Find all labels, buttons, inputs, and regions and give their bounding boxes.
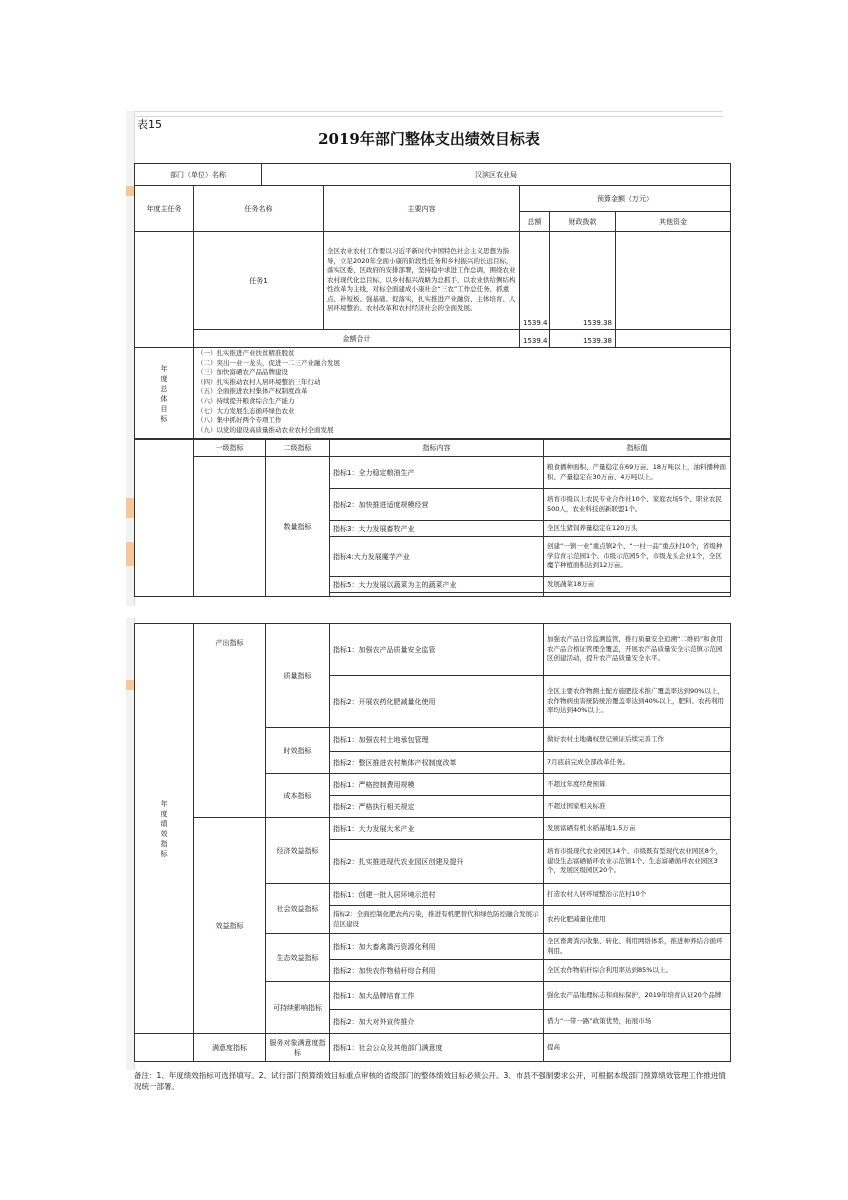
- economic-content-1: 指标1：大力发展大米产业: [330, 818, 544, 840]
- cost-content-2: 指标2：严格执行相关规定: [330, 796, 544, 818]
- social-content-2: 指标2：全面控制化肥农药污染，推进有机肥替代和绿色防控融合发展示范区建设: [330, 906, 544, 934]
- quantity-content-3: 指标3：大力发展畜牧产业: [330, 521, 544, 537]
- ecological-value-1: 全区畜禽粪污收集、转化、利用网络体系，推进种养结合循环利用。: [544, 934, 731, 960]
- sum-other: [616, 330, 731, 348]
- perf-label-char: 度: [160, 809, 168, 818]
- task1-name: 任务1: [194, 232, 324, 330]
- sustainable-value-2: 借力“一带一路”政策优势，拓展市场: [544, 1010, 731, 1034]
- sheet-gridline: [133, 111, 723, 117]
- total-header: 总额: [520, 212, 550, 232]
- goal-label-char: 度: [160, 374, 168, 383]
- satisfaction-indicator-label: 满意度指标: [194, 1034, 266, 1062]
- quantity-label: 数量指标: [266, 457, 330, 597]
- economic-value-1: 发展富硒有机水稻基地1.5万亩: [544, 818, 731, 840]
- main-content-header: 主要内容: [324, 186, 520, 232]
- timeliness-value-2: 7月底前完成全部改革任务。: [544, 752, 731, 774]
- timeliness-content-2: 指标2：整区推进农村集体产权制度改革: [330, 752, 544, 774]
- goal-item: （五）全面推进农村集体产权制度改革: [197, 387, 308, 396]
- sum-fiscal: 1539.38: [550, 330, 616, 348]
- goal-label-char: 总: [160, 384, 168, 393]
- sustainable-content-2: 指标2：加大对外宣传推介: [330, 1010, 544, 1034]
- output-indicator-label: 产出指标: [194, 624, 266, 818]
- indicator-table-bottom: [134, 623, 731, 1062]
- cost-content-1: 指标1：严格控制费用规模: [330, 774, 544, 796]
- ecological-content-2: 指标2：加快农作物秸秆综合利用: [330, 960, 544, 982]
- quantity-value-2: 培育市级以上农民专业合作社10个、家庭农场5个、职业农民500人，农业科技创新联盟1个。: [544, 489, 731, 521]
- perf-label-char: 年: [160, 799, 168, 808]
- quality-content-2: 指标2：开展农药化肥减量化使用: [330, 676, 544, 728]
- perf-label-char: 效: [160, 829, 168, 838]
- perf-label-cell: [135, 439, 194, 597]
- sustainable-label: 可持续影响指标: [266, 982, 330, 1034]
- cost-label: 成本指标: [266, 774, 330, 818]
- goal-item: （八）集中抓好两个专项工作: [197, 416, 282, 425]
- quantity-value-3: 全区生猪饲养量稳定在120万头: [544, 521, 731, 537]
- sum-label: 金额合计: [194, 330, 520, 348]
- goal-item: （三）加快富硒农产品品牌建设: [197, 368, 288, 377]
- goal-item: （二）突出一业一龙头，促进一二三产业融合发展: [197, 358, 340, 367]
- economic-content-2: 指标2：扎实推进现代农业园区创建及提升: [330, 840, 544, 884]
- perf-label-char: 指: [160, 839, 168, 848]
- social-value-2: 农药化肥减量化使用: [544, 906, 731, 934]
- quantity-value-5: 发展蔬菜18万亩: [544, 577, 731, 593]
- annual-task-cell: [135, 232, 194, 348]
- quantity-content-4: 指标4:大力发展魔芋产业: [330, 537, 544, 577]
- upper-table: [134, 163, 731, 440]
- task1-other: [616, 232, 731, 330]
- timeliness-content-1: 指标1：加强农村土地承包管理: [330, 728, 544, 752]
- benefit-indicator-label: 效益指标: [194, 818, 266, 1034]
- ecological-value-2: 全区农作物秸秆综合利用率达到85%以上。: [544, 960, 731, 982]
- row-highlight: [126, 498, 134, 518]
- quantity-content-2: 指标2：加快推进适度规模经营: [330, 489, 544, 521]
- level1-header: 一级指标: [194, 439, 266, 457]
- task1-total: 1539.4: [520, 232, 550, 330]
- goal-item: （一）扎实推进产业扶贫精准脱贫: [197, 349, 295, 357]
- perf-label-char: 绩: [160, 819, 168, 828]
- goal-item: （七）大力发展生态循环绿色农业: [197, 406, 295, 415]
- output-label-cell: [194, 457, 266, 597]
- social-label: 社会效益指标: [266, 884, 330, 934]
- content-header: 指标内容: [330, 439, 544, 457]
- ecological-content-1: 指标1：加大畜禽粪污资源化利用: [330, 934, 544, 960]
- ecological-label: 生态效益指标: [266, 934, 330, 982]
- cost-value-2: 不超过国家相关标准: [544, 796, 731, 818]
- fiscal-header: 财政拨款: [550, 212, 616, 232]
- social-value-1: 打造农村人居环境整治示范村10个: [544, 884, 731, 906]
- row-highlight: [126, 680, 134, 690]
- quantity-value-1: 粮食播种面积、产量稳定在69万亩、18万吨以上，油料播种面积、产量稳定在30万亩、4万吨以上。: [544, 457, 731, 489]
- timeliness-label: 时效指标: [266, 728, 330, 774]
- quantity-spacer: [330, 593, 544, 597]
- annual-goals-label: [135, 348, 194, 440]
- quantity-content-1: 指标1：全力稳定粮油生产: [330, 457, 544, 489]
- quantity-content-5: 指标5：大力发展以蔬菜为主的蔬菜产业: [330, 577, 544, 593]
- level2-header: 二级指标: [266, 439, 330, 457]
- quantity-spacer: [544, 593, 731, 597]
- quantity-value-4: 创建“一镇一业”重点镇2个、“一村一品”重点村10个，省级种学营育示范园1个、市级示范园5个，市级龙头企业1个，全区魔芋种植面积达到12万亩。: [544, 537, 731, 577]
- goal-item: （四）扎实推动农村人居环境整治三年行动: [197, 377, 321, 386]
- row-highlight: [126, 542, 134, 566]
- table-number: 表15: [137, 118, 162, 131]
- other-header: 其他资金: [616, 212, 731, 232]
- page-title: 2019年部门整体支出绩效目标表: [318, 130, 540, 148]
- goal-label-char: 年: [160, 364, 168, 373]
- sum-total: 1539.4: [520, 330, 550, 348]
- task-name-header: 任务名称: [194, 186, 324, 232]
- cost-value-1: 不超过年度经费预算: [544, 774, 731, 796]
- satisfaction-content: 指标1：社会公众及其他部门满意度: [330, 1034, 544, 1062]
- sustainable-value-1: 强化农产品地理标志和商标保护，2019年培育认证20个品牌: [544, 982, 731, 1010]
- perf-indicator-label: [135, 624, 194, 1034]
- annual-task-header: 年度主任务: [135, 186, 194, 232]
- row-highlight: [126, 186, 134, 196]
- quality-value-1: 加强农产品日常监测监管，推行质量安全追溯“二维码”和食用农产品合格证管理全覆盖，开展农产品质量安全示范镇示范园区创建活动，提升农产品质量安全水平。: [544, 624, 731, 676]
- task1-fiscal: 1539.38: [550, 232, 616, 330]
- dept-name: 汉滨区农业局: [262, 164, 731, 186]
- value-header: 指标值: [544, 439, 731, 457]
- goal-label-char: 目: [160, 404, 168, 413]
- dept-label: 部门（单位）名称: [135, 164, 262, 186]
- economic-label: 经济效益指标: [266, 818, 330, 884]
- economic-value-2: 培育市级现代农业园区14个、市级既有型现代农业园区8个，建设生态富硒循环农业示范镇1个、生态富硒循环农业园区3个，发展区级园区20个。: [544, 840, 731, 884]
- quality-value-2: 全区主要农作物测土配方施肥技术推广覆盖率达到90%以上，农作物病虫害统防统治覆盖率达到40%以上，肥料、农药利用率均达到40%以上。: [544, 676, 731, 728]
- satisfaction-value: 提高: [544, 1034, 731, 1062]
- perf-label-char: 标: [160, 849, 168, 858]
- goal-label-char: 标: [160, 414, 168, 423]
- sustainable-content-1: 指标1：加大品牌培育工作: [330, 982, 544, 1010]
- goal-label-char: 体: [160, 394, 168, 403]
- quality-content-1: 指标1：加强农产品质量安全监管: [330, 624, 544, 676]
- budget-header: 预算金额（万元）: [520, 186, 731, 212]
- footer-note: 备注：1、年度绩效指标可选择填写。2、试行部门预算绩效目标重点审核的省级部门的整体绩效目标必须公开。3、市县不强制要求公开，可根据本级部门预算绩效管理工作推进情况统一部署。: [134, 1071, 726, 1091]
- goal-item: （九）以党的建设高质量推动农业农村全面发展: [197, 425, 334, 434]
- social-content-1: 指标1：创建一批人居环境示范村: [330, 884, 544, 906]
- quality-label: 质量指标: [266, 624, 330, 728]
- satisfaction-spacer: [135, 1034, 194, 1062]
- task1-content: 全区农业农村工作要以习近平新时代中国特色社会主义思想为指导，立足2020年全面小康的阶段性任务和乡村振兴的长远目标，落实区委、区政府的安排部署，坚持稳中求进工作总调，围绕农业农村现代化总目标，以乡村振兴战略为总抓手，以农业供给侧结构性改革为主线，对标全面建成小康社会“三农”工作总任务，抓重点、补短板、强基础、促落实，扎实推进产业融资、主体培育、人居环境整治、农村改革和农村经济社会的全面发展。: [324, 232, 520, 330]
- timeliness-value-1: 做好农村土地确权登记颁证后续完善工作: [544, 728, 731, 752]
- satisfaction-sub-label: 服务对象满意度指标: [266, 1034, 330, 1062]
- annual-goals-list: [194, 348, 731, 440]
- goal-item: （六）持续提升粮食综合生产能力: [197, 396, 295, 405]
- indicator-table-top: [134, 438, 731, 597]
